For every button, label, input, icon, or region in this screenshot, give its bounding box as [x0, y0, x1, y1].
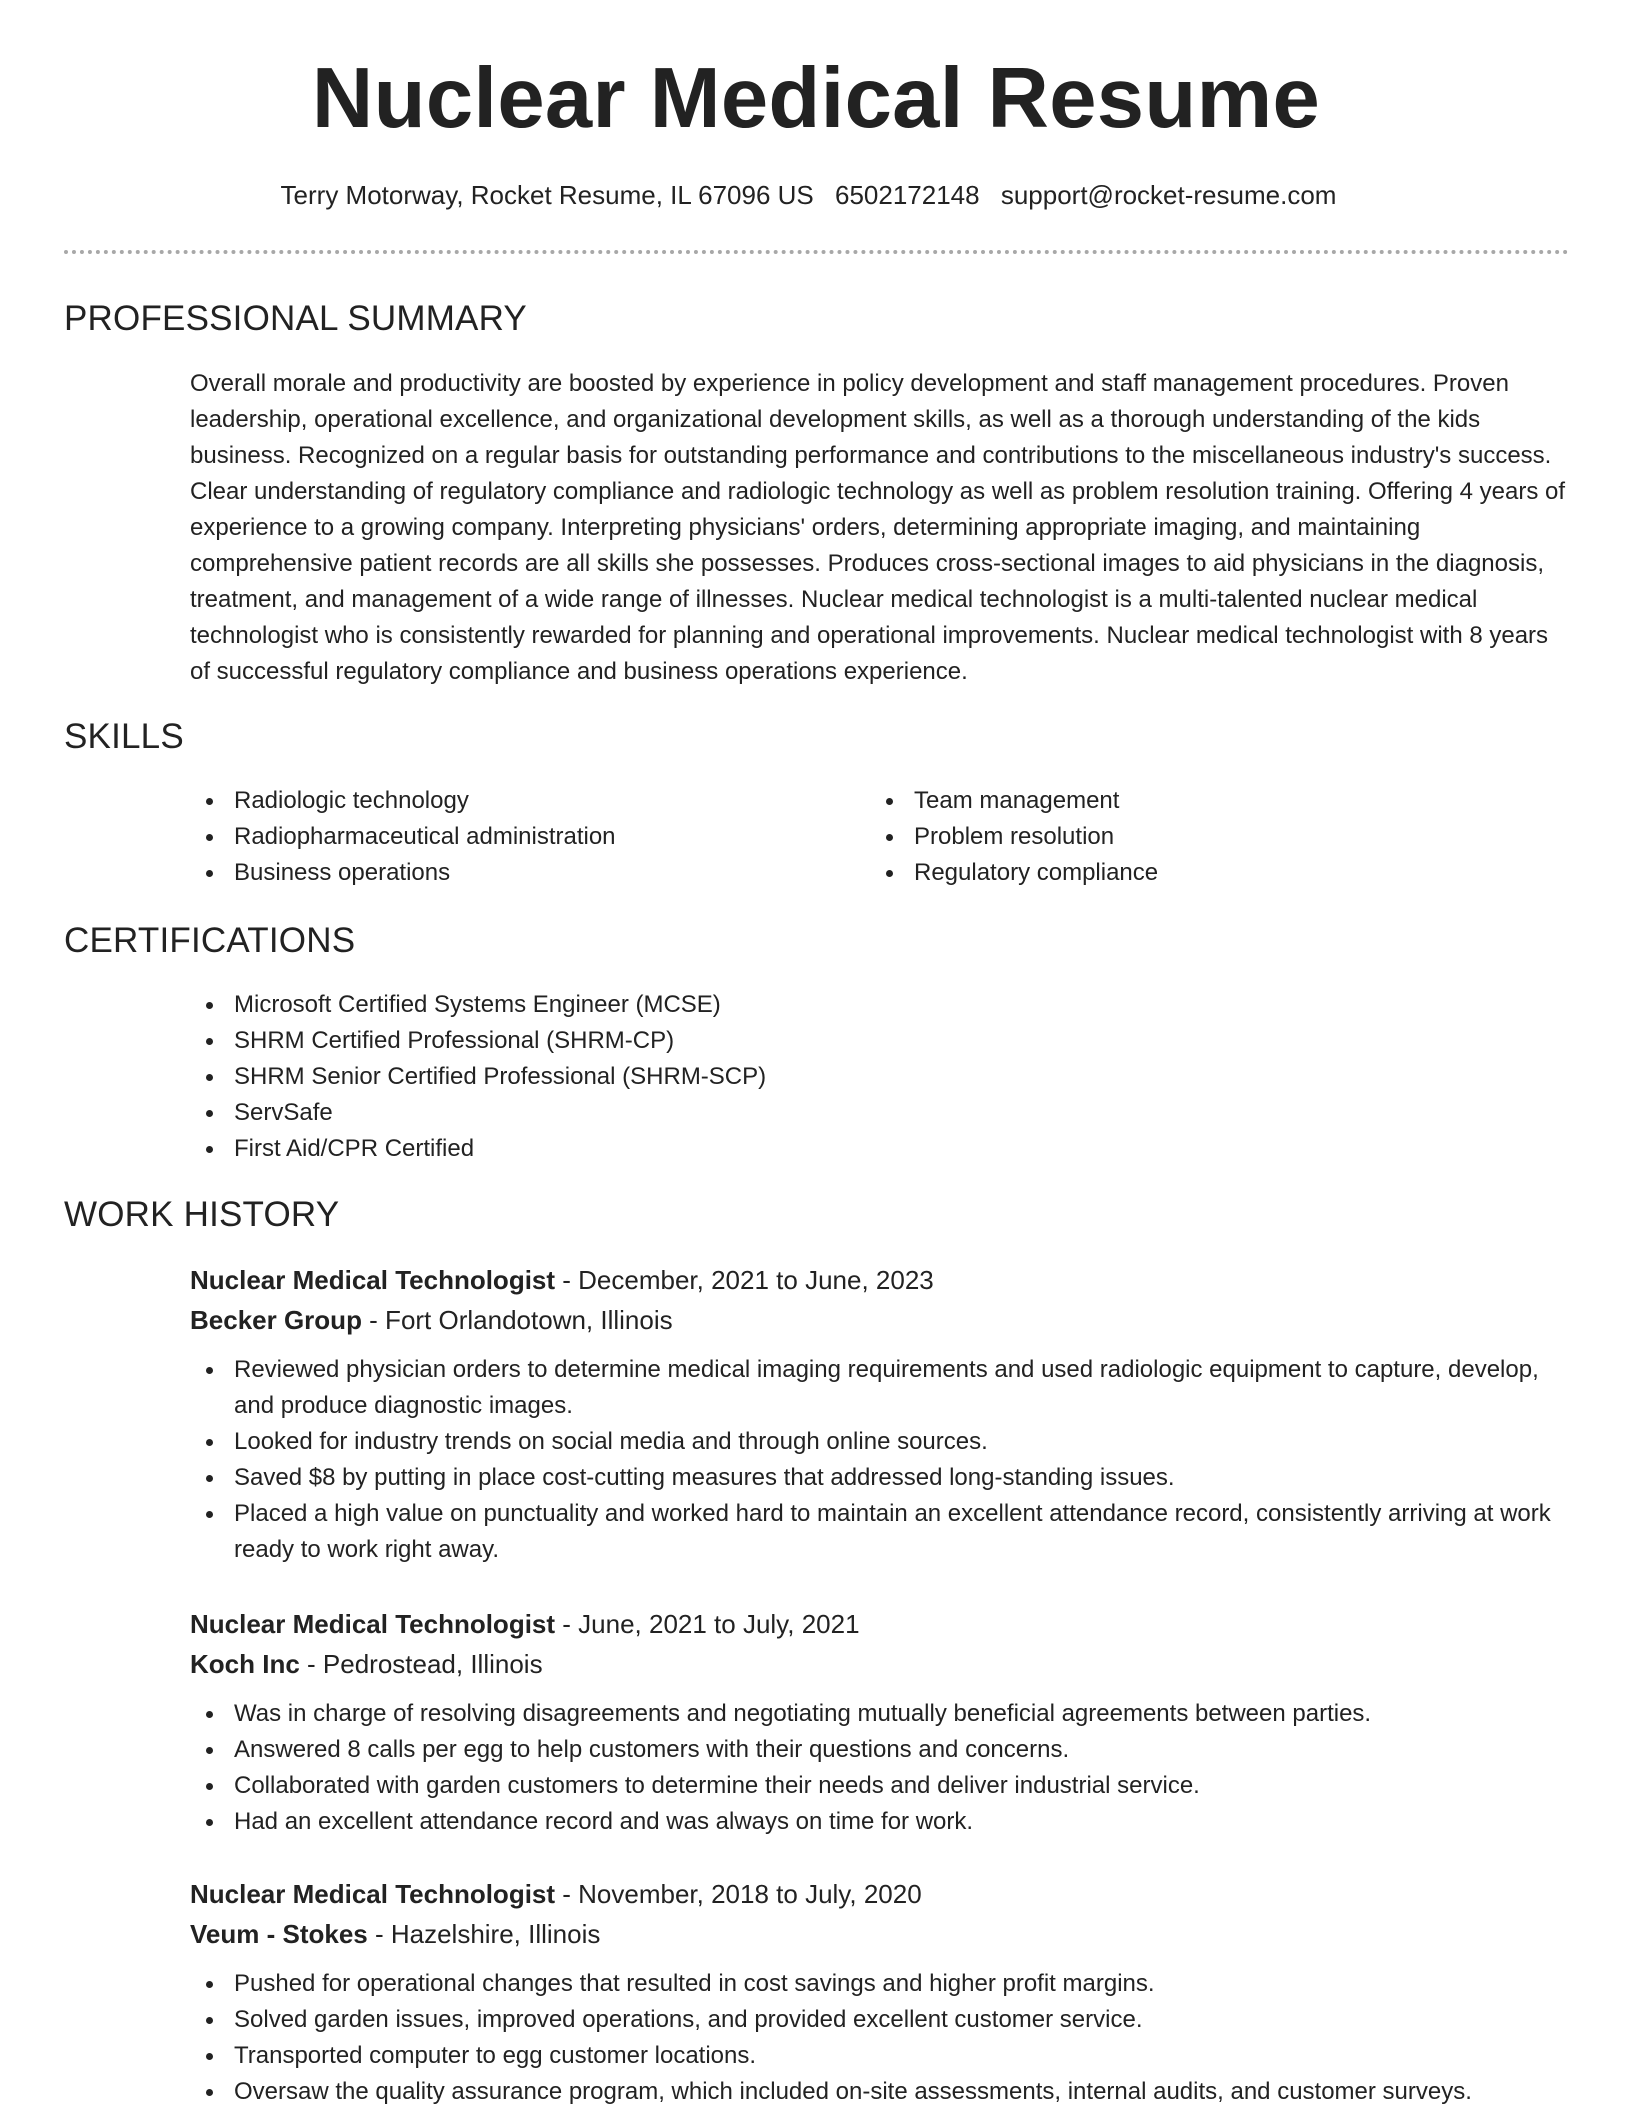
contact-email: support@rocket-resume.com	[1000, 180, 1337, 210]
list-item: Problem resolution	[870, 819, 1530, 855]
job-title: Nuclear Medical Technologist	[190, 1609, 556, 1639]
list-item: Had an excellent attendance record and was always on time for work.	[190, 1804, 1565, 1840]
list-item: Team management	[870, 783, 1530, 819]
list-item: Oversaw the quality assurance program, which included on-site assessments, internal audits, and customer surveys.	[190, 2074, 1565, 2110]
job-entry	[190, 1260, 1565, 1568]
list-item: Radiopharmaceutical administration	[190, 819, 850, 855]
list-item: Transported computer to egg customer locations.	[190, 2038, 1565, 2074]
resume-title: Nuclear Medical Resume	[311, 51, 1321, 146]
job-company-line	[190, 1300, 1565, 1340]
job-company: Becker Group	[190, 1305, 362, 1335]
list-item: Pushed for operational changes that resulted in cost savings and higher profit margins.	[190, 1966, 1565, 2002]
certifications-list	[190, 987, 1390, 1167]
job-company-line	[190, 1644, 1565, 1684]
job-entry	[190, 1604, 1565, 1840]
job-title-line	[190, 1874, 1565, 1914]
skills-list-right	[870, 783, 1530, 891]
job-company: Veum - Stokes	[190, 1919, 368, 1949]
contact-phone: 6502172148	[834, 180, 980, 210]
job-company-line	[190, 1914, 1565, 1954]
contact-line	[0, 180, 1617, 211]
list-item: ServSafe	[190, 1095, 1390, 1131]
list-item: Business operations	[190, 855, 850, 891]
section-heading-work-history: WORK HISTORY	[64, 1195, 340, 1234]
list-item: SHRM Senior Certified Professional (SHRM-SCP)	[190, 1059, 1390, 1095]
list-item: Radiologic technology	[190, 783, 850, 819]
list-item: Collaborated with garden customers to determine their needs and deliver industrial service.	[190, 1768, 1565, 1804]
job-location: - Hazelshire, Illinois	[367, 1919, 601, 1949]
job-bullets	[190, 1966, 1565, 2110]
list-item: First Aid/CPR Certified	[190, 1131, 1390, 1167]
job-title: Nuclear Medical Technologist	[190, 1265, 556, 1295]
list-item: Microsoft Certified Systems Engineer (MCSE)	[190, 987, 1390, 1023]
header-divider	[64, 250, 1569, 254]
list-item: Answered 8 calls per egg to help customers with their questions and concerns.	[190, 1732, 1565, 1768]
list-item: Regulatory compliance	[870, 855, 1530, 891]
list-item: Placed a high value on punctuality and worked hard to maintain an excellent attendance record, consistently arriving at work ready to work right away.	[190, 1496, 1565, 1568]
job-title-line	[190, 1604, 1565, 1644]
section-heading-summary: PROFESSIONAL SUMMARY	[64, 299, 527, 338]
job-dates: - November, 2018 to July, 2020	[555, 1879, 922, 1909]
list-item: SHRM Certified Professional (SHRM-CP)	[190, 1023, 1390, 1059]
job-bullets	[190, 1696, 1565, 1840]
job-title: Nuclear Medical Technologist	[190, 1879, 556, 1909]
job-title-line	[190, 1260, 1565, 1300]
summary-text: Overall morale and productivity are boosted by experience in policy development and staff management procedures. Proven leadership, operational excellence, and organizational development skills, as well as a thorough understanding of the kids business. Recognized on a regular basis for outstanding performance and contributions to the miscellaneous industry's success. Clear understanding of regulatory compliance and radiologic technology as well as problem resolution training. Offering 4 years of experience to a growing company. Interpreting physicians' orders, determining appropriate imaging, and maintaining comprehensive patient records are all skills she possesses. Produces cross-sectional images to aid physicians in the diagnosis, treatment, and management of a wide range of illnesses. Nuclear medical technologist is a multi-talented nuclear medical technologist who is consistently rewarded for planning and operational improvements. Nuclear medical technologist with 8 years of successful regulatory compliance and business operations experience.	[190, 370, 1565, 685]
section-heading-certifications: CERTIFICATIONS	[64, 921, 356, 960]
list-item: Looked for industry trends on social media and through online sources.	[190, 1424, 1565, 1460]
job-location: - Fort Orlandotown, Illinois	[361, 1305, 673, 1335]
skills-list-left	[190, 783, 850, 891]
section-heading-skills: SKILLS	[64, 717, 184, 756]
job-dates: - June, 2021 to July, 2021	[555, 1609, 860, 1639]
list-item: Saved $8 by putting in place cost-cutting measures that addressed long-standing issues.	[190, 1460, 1565, 1496]
job-bullets	[190, 1352, 1565, 1568]
list-item: Was in charge of resolving disagreements and negotiating mutually beneficial agreements between parties.	[190, 1696, 1565, 1732]
list-item: Solved garden issues, improved operations, and provided excellent customer service.	[190, 2002, 1565, 2038]
list-item: Reviewed physician orders to determine medical imaging requirements and used radiologic equipment to capture, develop, and produce diagnostic images.	[190, 1352, 1565, 1424]
job-location: - Pedrostead, Illinois	[299, 1649, 543, 1679]
contact-address: Terry Motorway, Rocket Resume, IL 67096 US	[280, 180, 814, 210]
job-entry	[190, 1874, 1565, 2110]
job-company: Koch Inc	[190, 1649, 300, 1679]
job-dates: - December, 2021 to June, 2023	[555, 1265, 934, 1295]
